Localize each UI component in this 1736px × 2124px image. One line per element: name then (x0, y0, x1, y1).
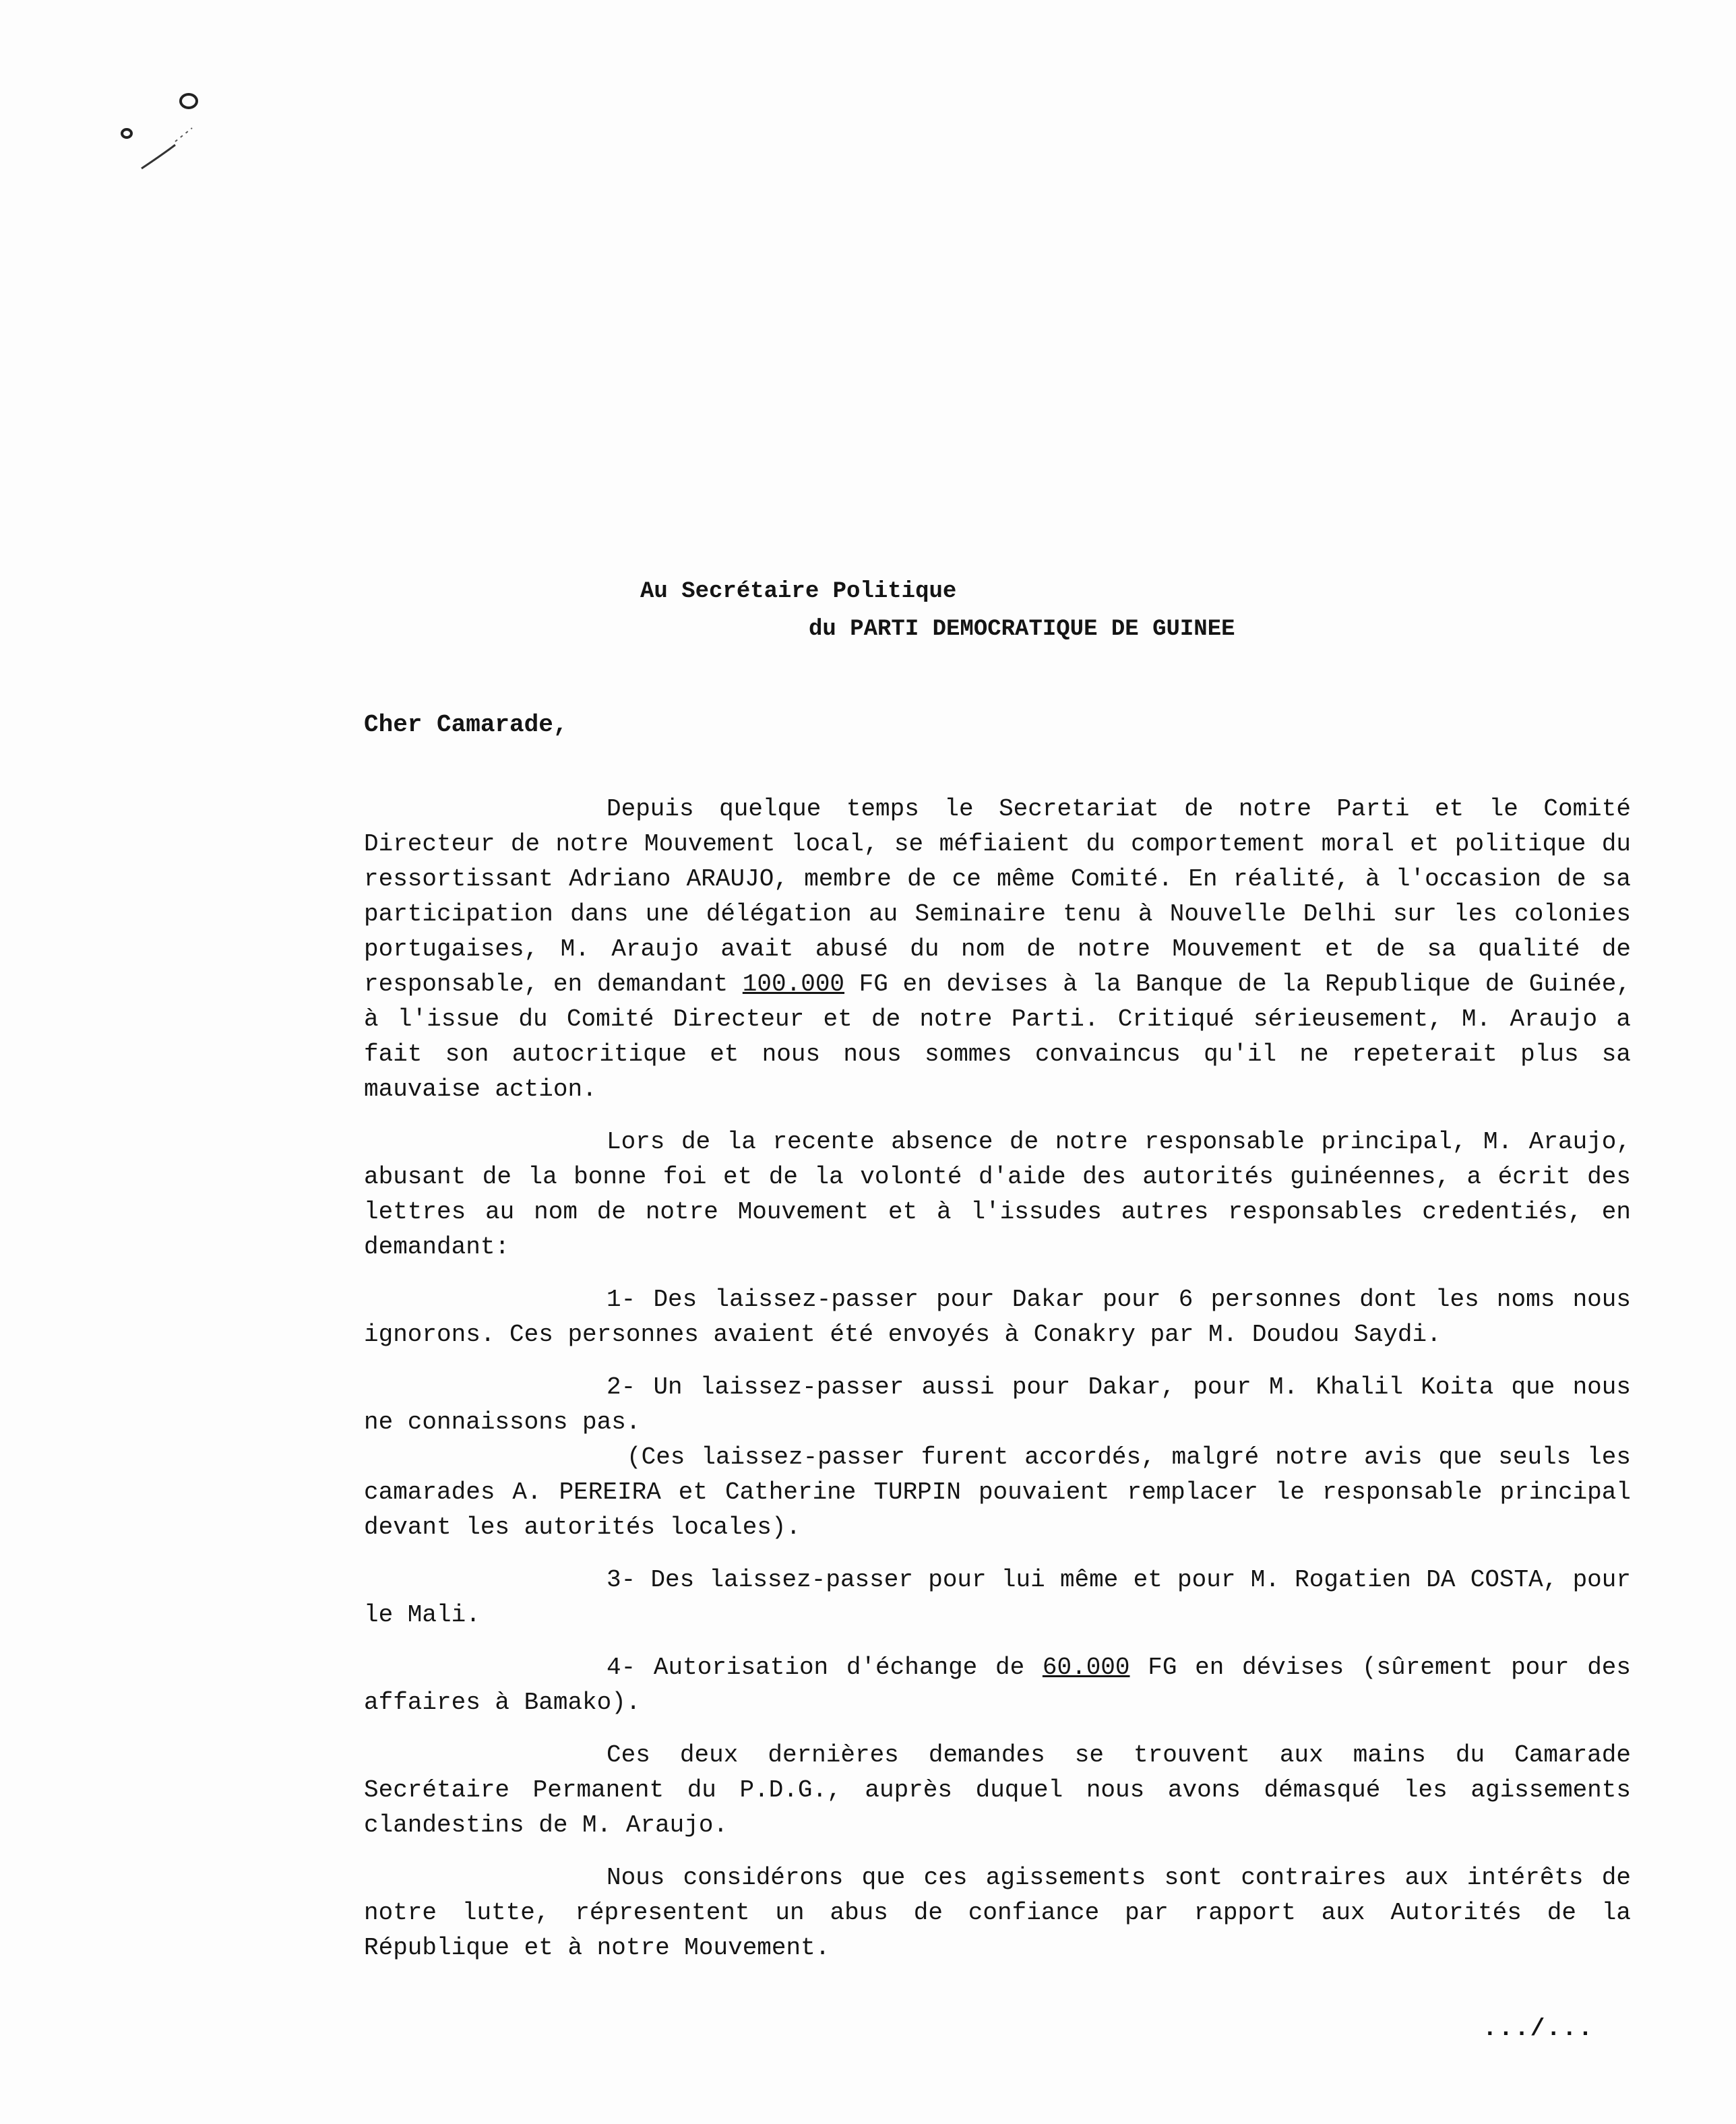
handwritten-marks (108, 81, 229, 189)
list-item-4-end: FG en dévises (sûrement pour des affaires à Bamako). (364, 1654, 1631, 1716)
salutation: Cher Camarade, (364, 711, 568, 739)
address-line-2: du PARTI DEMOCRATIQUE DE GUINEE (809, 617, 1235, 642)
amount-100000: 100.000 (742, 970, 845, 998)
list-item-4-text: 4- Autorisation d'échange de (607, 1654, 1025, 1681)
address-line-1: Au Secrétaire Politique (640, 579, 957, 604)
list-item-1: 1- Des laissez-passer pour Dakar pour 6 personnes dont les noms nous ignorons. Ces personnes avaient été envoyés à Conakry par M. Doudou Saydi. (364, 1286, 1631, 1348)
paragraph-1-end: FG en devises à la Banque de la Republique de Guinée, à l'issue du Comité Directeur et de notre Parti. Critiqué sérieusement, M. Araujo a fait son autocritique et nous nous sommes convaincus qu'il ne repeterait plus sa mauvaise action. (364, 970, 1631, 1103)
continued-marker: .../... (1483, 2015, 1594, 2042)
paragraph-3: Ces deux dernières demandes se trouvent aux mains du Camarade Secrétaire Permanent du P.D.G., auprès duquel nous avons démasqué les agissements clandestins de M. Araujo. (364, 1741, 1631, 1839)
paragraph-1 (364, 792, 1631, 1107)
letter-body (364, 792, 1631, 1983)
list-item-2: 2- Un laissez-passer aussi pour Dakar, pour M. Khalil Koita que nous ne connaissons pas. (364, 1373, 1631, 1436)
list-item-3: 3- Des laissez-passer pour lui même et pour M. Rogatien DA COSTA, pour le Mali. (364, 1566, 1631, 1629)
list-item-4 (364, 1650, 1631, 1720)
amount-60000: 60.000 (1042, 1654, 1130, 1681)
paragraph-4: Nous considérons que ces agissements sont contraires aux intérêts de notre lutte, répresentent un abus de confiance par rapport aux Autorités de la République et à notre Mouvement. (364, 1864, 1631, 1962)
recipient-address (640, 573, 1235, 648)
paragraph-1-text: Depuis quelque temps le Secretariat de notre Parti et le Comité Directeur de notre Mouvement local, se méfiaient du comportement moral et politique du ressortissant Adriano ARAUJO, membre de ce même Comité. En réalité, à l'occasion de sa participation dans une délégation au Seminaire tenu à Nouvelle Delhi sur les colonies portugaises, M. Araujo avait abusé du nom de notre Mouvement et de sa qualité de responsable, en demandant (364, 795, 1631, 998)
list-item-2-note: (Ces laissez-passer furent accordés, malgré notre avis que seuls les camarades A. PEREIRA et Catherine TURPIN pouvaient remplacer le responsable principal devant les autorités locales). (364, 1443, 1631, 1541)
paragraph-2: Lors de la recente absence de notre responsable principal, M. Araujo, abusant de la bonne foi et de la volonté d'aide des autorités guinéennes, a écrit des lettres au nom de notre Mouvement et à l'issudes autres responsables credentiés, en demandant: (364, 1128, 1631, 1261)
